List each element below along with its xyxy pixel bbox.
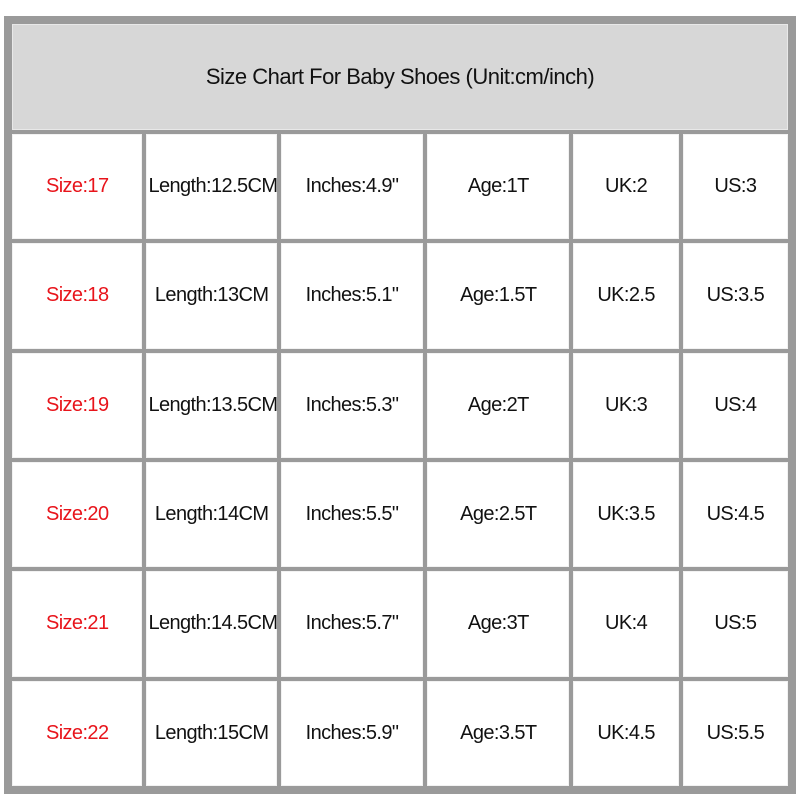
chart-title: Size Chart For Baby Shoes (Unit:cm/inch) bbox=[12, 24, 788, 130]
length-cell: Length:14CM bbox=[146, 462, 276, 567]
inches-cell: Inches:5.7" bbox=[281, 571, 423, 676]
us-size-cell: US:5 bbox=[683, 571, 788, 676]
us-size-cell: US:3 bbox=[683, 134, 788, 239]
length-cell: Length:12.5CM bbox=[146, 134, 276, 239]
title-row bbox=[12, 24, 788, 130]
inches-cell: Inches:5.9" bbox=[281, 681, 423, 786]
size-chart-frame bbox=[4, 16, 796, 794]
table-row bbox=[12, 681, 788, 786]
us-size-cell: US:4.5 bbox=[683, 462, 788, 567]
age-cell: Age:1T bbox=[427, 134, 569, 239]
size-cell: Size:17 bbox=[12, 134, 142, 239]
length-cell: Length:13.5CM bbox=[146, 353, 276, 458]
chart-body bbox=[12, 134, 788, 786]
uk-size-cell: UK:4 bbox=[573, 571, 678, 676]
inches-cell: Inches:5.3" bbox=[281, 353, 423, 458]
us-size-cell: US:4 bbox=[683, 353, 788, 458]
size-cell: Size:20 bbox=[12, 462, 142, 567]
inches-cell: Inches:4.9" bbox=[281, 134, 423, 239]
size-cell: Size:18 bbox=[12, 243, 142, 348]
us-size-cell: US:3.5 bbox=[683, 243, 788, 348]
age-cell: Age:2.5T bbox=[427, 462, 569, 567]
age-cell: Age:2T bbox=[427, 353, 569, 458]
uk-size-cell: UK:3 bbox=[573, 353, 678, 458]
table-row bbox=[12, 353, 788, 458]
table-row bbox=[12, 243, 788, 348]
size-cell: Size:21 bbox=[12, 571, 142, 676]
uk-size-cell: UK:4.5 bbox=[573, 681, 678, 786]
table-row bbox=[12, 462, 788, 567]
inches-cell: Inches:5.1" bbox=[281, 243, 423, 348]
age-cell: Age:3T bbox=[427, 571, 569, 676]
length-cell: Length:14.5CM bbox=[146, 571, 276, 676]
size-chart-table bbox=[8, 20, 792, 790]
age-cell: Age:1.5T bbox=[427, 243, 569, 348]
size-cell: Size:19 bbox=[12, 353, 142, 458]
age-cell: Age:3.5T bbox=[427, 681, 569, 786]
us-size-cell: US:5.5 bbox=[683, 681, 788, 786]
size-cell: Size:22 bbox=[12, 681, 142, 786]
uk-size-cell: UK:2 bbox=[573, 134, 678, 239]
table-row bbox=[12, 134, 788, 239]
inches-cell: Inches:5.5" bbox=[281, 462, 423, 567]
length-cell: Length:13CM bbox=[146, 243, 276, 348]
uk-size-cell: UK:2.5 bbox=[573, 243, 678, 348]
table-row bbox=[12, 571, 788, 676]
length-cell: Length:15CM bbox=[146, 681, 276, 786]
uk-size-cell: UK:3.5 bbox=[573, 462, 678, 567]
